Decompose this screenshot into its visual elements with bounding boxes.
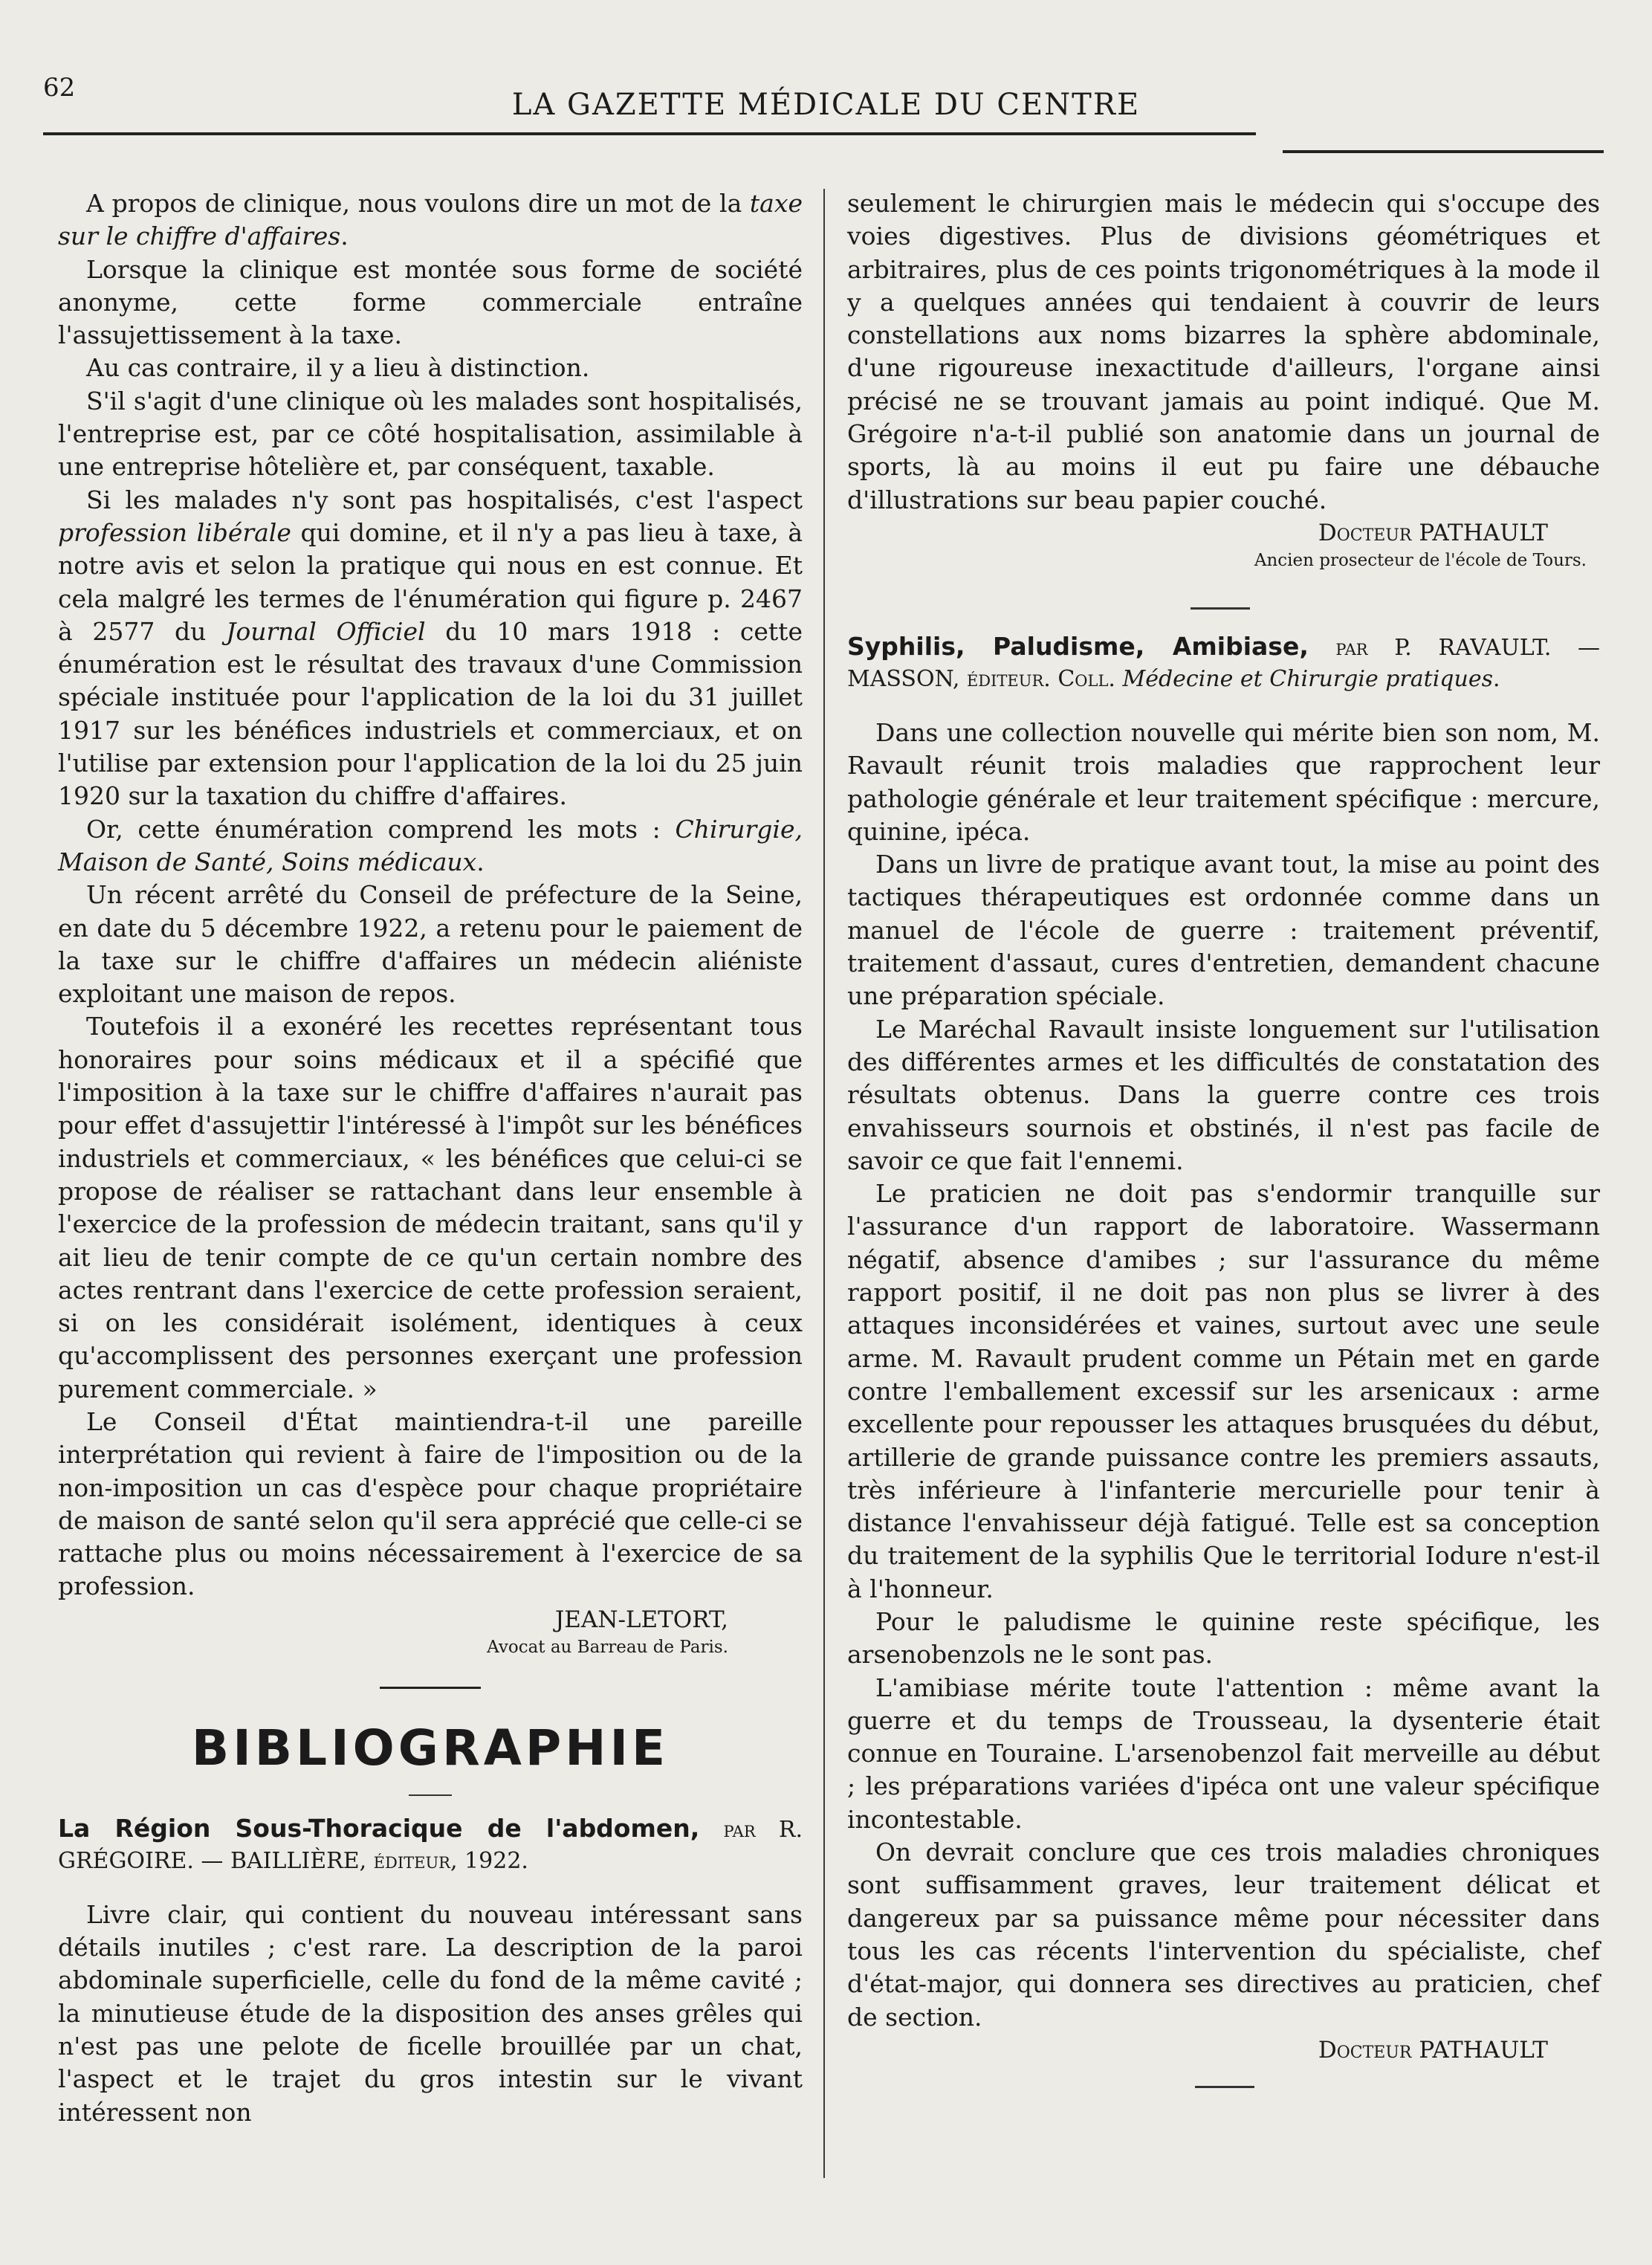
paragraph: Livre clair, qui contient du nouveau intéressant sans détails inutiles ; c'est rare. La description de la paroi abdominale superficielle, celle du fond de la même cavité ; la minutieuse étude de la disposition des anses grêles qui n'est pas une pelote de ficelle brouillée par un chat, l'aspect et le trajet du gros intestin sur le vivant intéressent non (58, 1899, 803, 2127)
review-affiliation: Ancien prosecteur de l'école de Tours. (1254, 550, 1587, 570)
header-rule-right (1283, 150, 1604, 153)
paragraph: Dans une collection nouvelle qui mérite bien son nom, M. Ravault réunit trois maladies que rapprochent leur pathologie générale et leur traitement spécifique : mercure, quinine, ipéca. (847, 717, 1600, 846)
end-rule (1195, 2086, 1254, 2088)
header-rule (43, 132, 1256, 135)
bibliography-entry-header: Syphilis, Paludisme, Amibiase, par P. RAVAULT. — MASSON, éditeur. Coll. Médecine et Chirurgie pratiques. (847, 631, 1600, 692)
paragraph: S'il s'agit d'une clinique où les malades sont hospitalisés, l'entreprise est, par ce côté hospitalisation, assimilable à une entreprise hôtelière et, par conséquent, taxable. (58, 386, 803, 482)
bibliography-entry-header: La Région Sous-Thoracique de l'abdomen, par R. GRÉGOIRE. — BAILLIÈRE, éditeur, 1922. (58, 1813, 803, 1874)
column-divider (823, 189, 825, 2178)
page-number: 62 (43, 73, 76, 103)
title-rule (409, 1794, 452, 1796)
paragraph: seulement le chirurgien mais le médecin qui s'occupe des voies digestives. Plus de divisions géométriques et arbitraires, plus de ces points trigonométriques à la mode il y a quelques années qui tendaient à couvrir de leurs constellations aux noms bizarres la sphère abdominale, d'une rigoureuse inexactitude d'ailleurs, l'organe ainsi précisé ne se trouvant jamais au point indiqué. Que M. Grégoire n'a-t-il publié son anatomie dans un journal de sports, là au moins il eut pu faire une débauche d'illustrations sur beau papier couché. (847, 189, 1600, 514)
paragraph: Un récent arrêté du Conseil de préfecture de la Seine, en date du 5 décembre 1922, a retenu pour le paiement de la taxe sur le chiffre d'affaires un médecin aliéniste exploitant une maison de repos. (58, 880, 803, 1009)
paragraph: Si les malades n'y sont pas hospitalisés, c'est l'aspect profession libérale qui domine, et il n'y a pas lieu à taxe, à notre avis et selon la pratique qui nous en est connue. Et cela malgré les termes de l'énumération qui figure p. 2467 à 2577 du Journal Officiel du 10 mars 1918 : cette énumération est le résultat des travaux d'une Commission spéciale instituée pour l'application de la loi du 31 juillet 1917 sur les bénéfices industriels et commerciaux, et on l'utilise par extension pour l'application de la loi du 25 juin 1920 sur la taxation du chiffre d'affaires. (58, 485, 803, 811)
paragraph: Pour le paludisme le quinine reste spécifique, les arsenobenzols ne le sont pas. (847, 1606, 1600, 1670)
paragraph: On devrait conclure que ces trois maladies chroniques sont suffisamment graves, leur traitement délicat et dangereux par sa puissance même pour nécessiter dans tous les cas récents l'intervention du spécialiste, chef d'état-major, qui donnera ses directives au praticien, chef de section. (847, 1838, 1600, 2032)
author-signature: JEAN-LETORT, (554, 1606, 728, 1633)
section-title: BIBLIOGRAPHIE (191, 1719, 670, 1777)
running-title: LA GAZETTE MÉDICALE DU CENTRE (511, 88, 1141, 122)
author-affiliation: Avocat au Barreau de Paris. (487, 1637, 728, 1657)
paragraph: Or, cette énumération comprend les mots : Chirurgie, Maison de Santé, Soins médicaux. (58, 814, 803, 876)
paragraph: Le Maréchal Ravault insiste longuement sur l'utilisation des différentes armes et les difficultés de constatation des résultats obtenus. Dans la guerre contre ces trois envahisseurs sournois et obstinés, il n'est pas facile de savoir ce que fait l'ennemi. (847, 1014, 1600, 1175)
paragraph: Le Conseil d'État maintiendra-t-il une pareille interprétation qui revient à faire de l'imposition ou de la non-imposition un cas d'espèce pour chaque propriétaire de maison de santé selon qu'il sera apprécié que celle-ci se rattache plus ou moins nécessairement à l'exercice de sa profession. (58, 1406, 803, 1601)
paragraph: Lorsque la clinique est montée sous forme de société anonyme, cette forme commerciale entraîne l'assujettissement à la taxe. (58, 254, 803, 350)
paragraph: L'amibiase mérite toute l'attention : même avant la guerre et du temps de Trousseau, la dysenterie était connue en Touraine. L'arsenobenzol fait merveille au début ; les préparations variées d'ipéca ont une valeur spécifique incontestable. (847, 1673, 1600, 1834)
paragraph: Toutefois il a exonéré les recettes représentant tous honoraires pour soins médicaux et il a spécifié que l'imposition à la taxe sur le chiffre d'affaires n'aurait pas pour effet d'assujettir l'intéressé à l'impôt sur les bénéfices industriels et commerciaux, « les bénéfices que celui-ci se propose de réaliser se rattachant dans leur ensemble à l'exercice de la profession de médecin traitant, sans qu'il y ait lieu de tenir compte de ce qu'un certain nombre des actes rentrant dans l'exercice de cette profession seraient, si on les considérait isolément, identiques à ceux qu'accomplissent des personnes exerçant une profession purement commerciale. » (58, 1012, 803, 1403)
paragraph: Dans un livre de pratique avant tout, la mise au point des tactiques thérapeutiques est ordonnée comme dans un manuel de l'école de guerre : traitement préventif, traitement d'assaut, cures d'entretien, demandent chacune une préparation spéciale. (847, 850, 1600, 1011)
section-rule (380, 1687, 481, 1689)
review-signature: Docteur PATHAULT (1318, 2036, 1548, 2064)
left-column (58, 187, 803, 2129)
separator-rule (1191, 607, 1250, 610)
paragraph: Le praticien ne doit pas s'endormir tranquille sur l'assurance d'un rapport de laboratoire. Wassermann négatif, absence d'amibes ; sur l'assurance du même rapport positif, il ne doit pas non plus se livrer à des attaques inconsidérées et vaines, surtout avec une seule arme. M. Ravault prudent comme un Pétain met en garde contre l'emballement excessif sur les arsenicaux : arme excellente pour repousser les attaques brusquées du début, artillerie de grande puissance contre les premiers assauts, très inférieure à l'infanterie mercurielle pour tenir à distance l'envahisseur déjà fatigué. Telle est sa conception du traitement de la syphilis Que le territorial Iodure n'est-il à l'honneur. (847, 1179, 1600, 1603)
right-column (847, 187, 1600, 2088)
review-signature: Docteur PATHAULT (1318, 519, 1548, 546)
paragraph: A propos de clinique, nous voulons dire un mot de la taxe sur le chiffre d'affaires. (58, 189, 803, 251)
paragraph: Au cas contraire, il y a lieu à distinction. (86, 353, 590, 383)
